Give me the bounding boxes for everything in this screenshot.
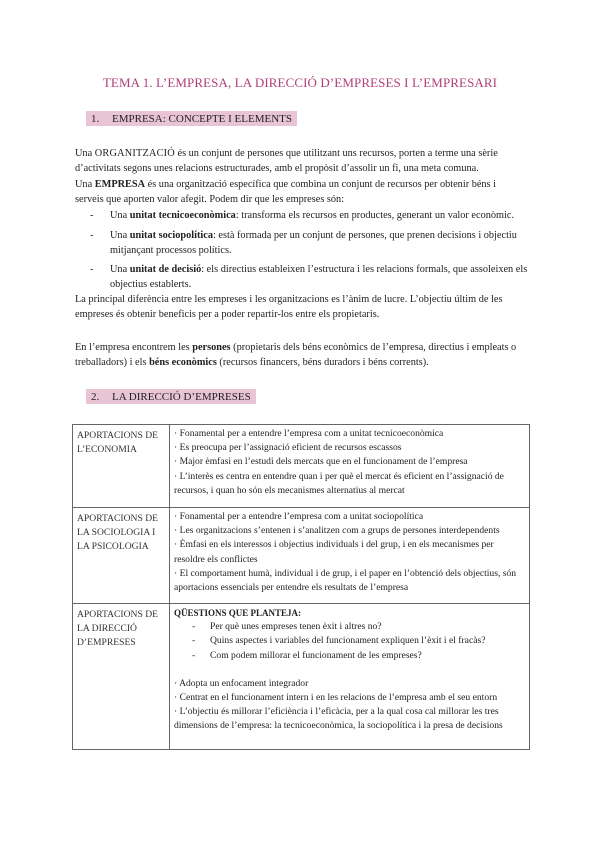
section-label: LA DIRECCIÓ D’EMPRESES bbox=[112, 391, 251, 403]
row-header: APORTACIONS DE LA DIRECCIÓ D’EMPRESES bbox=[73, 604, 170, 750]
question-dash: - bbox=[192, 649, 196, 661]
table-line: · Adopta un enfocament integrador bbox=[174, 677, 309, 689]
spacer bbox=[174, 663, 525, 677]
section-heading-1 bbox=[86, 111, 297, 126]
term-persones: persones bbox=[192, 342, 231, 353]
bullet-dash: - bbox=[90, 264, 94, 275]
list-item bbox=[90, 262, 530, 293]
list-item bbox=[90, 208, 530, 223]
table-line: · Fonamental per a entendre l’empresa com a unitat tecnicoeconòmica bbox=[174, 428, 444, 439]
text-fragment: Una bbox=[75, 148, 95, 159]
text-fragment: és una organització específica que combina un conjunt de recursos per obtenir béns i serveis que aporten valor afegit. Podem dir que les empreses són: bbox=[75, 178, 497, 205]
table-line: · Centrat en el funcionament intern i en les relacions de l’empresa amb el seu entorn bbox=[174, 692, 498, 704]
section-heading-2 bbox=[86, 389, 256, 404]
questions-label: QÜESTIONS QUE PLANTEJA: bbox=[174, 608, 302, 618]
table-line: · L’objectiu és millorar l’eficiència i l’eficàcia, per a la qual cosa cal millorar les tres dimensions de l’empresa: la tecnicoeconòmica, la sociopolítica i la presa de decisions bbox=[174, 706, 503, 732]
question-text: Com podem millorar el funcionament de les empreses? bbox=[210, 649, 422, 661]
question-text: Quins aspectes i variables del funcionament expliquen l’èxit i el fracàs? bbox=[210, 635, 486, 647]
row-header: APORTACIONS DE L’ECONOMIA bbox=[73, 425, 170, 508]
paragraph-elements bbox=[75, 340, 527, 371]
bullet-text: : transforma els recursos en productes, generant un valor econòmic. bbox=[235, 210, 515, 221]
question-item bbox=[174, 620, 525, 634]
paragraph-difference: La principal diferència entre les empreses i les organitzacions es l’ànim de lucre. L’objectiu últim de les empreses és obtenir beneficis per a poder repartir-los entre els propietaris. bbox=[75, 294, 503, 321]
section-number: 1. bbox=[91, 113, 100, 125]
table-line: · Major èmfasi en l’estudi dels mercats que en el funcionament de l’empresa bbox=[174, 456, 468, 468]
section-number: 2. bbox=[91, 391, 100, 403]
bullet-prefix: Una bbox=[110, 210, 130, 221]
text-fragment: (recursos financers, béns duradors i béns corrents). bbox=[216, 357, 429, 369]
table-line: · L’interès es centra en entendre quan i per què el mercat és eficient en l’assignació de recursos, i quan ho són els mecanismes alternatius al mercat bbox=[174, 470, 504, 496]
question-dash: - bbox=[192, 621, 196, 633]
list-item bbox=[90, 228, 530, 259]
table-row bbox=[73, 425, 530, 508]
table-line: · Es preocupa per l’assignació eficient de recursos escassos bbox=[174, 442, 402, 454]
term-empresa: EMPRESA bbox=[94, 178, 146, 190]
row-header: APORTACIONS DE LA SOCIOLOGIA I LA PSICOLOGIA bbox=[73, 508, 170, 604]
bullet-term: unitat tecnicoeconòmica bbox=[129, 210, 236, 221]
table-row bbox=[73, 604, 530, 750]
text-fragment: En l’empresa encontrem les bbox=[75, 342, 193, 353]
bullet-dash: - bbox=[90, 210, 94, 221]
section-label: EMPRESA: CONCEPTE I ELEMENTS bbox=[112, 113, 292, 125]
question-text: Per què unes empreses tenen èxit i altres no? bbox=[210, 621, 382, 633]
bullet-text: : està formada per un conjunt de persones, que prenen decisions i objectiu mitjançant processos polítics. bbox=[110, 230, 517, 257]
question-item bbox=[174, 649, 525, 663]
table-line: · Les organitzacions s’entenen i s’analitzen com a grups de persones interdependents bbox=[174, 525, 500, 537]
term-organitzacio: ORGANITZACIÓ bbox=[94, 148, 175, 159]
table-line: · Èmfasi en els interessos i objectius individuals i del grup, i en els mecanismes per resoldre els conflictes bbox=[174, 539, 494, 565]
question-dash: - bbox=[192, 635, 196, 647]
bullet-prefix: Una bbox=[110, 230, 130, 241]
row-content bbox=[170, 508, 530, 604]
contributions-table bbox=[72, 424, 530, 750]
bullet-text: : els directius estableixen l’estructura i les relacions formals, que assoleixen els objectius establerts. bbox=[110, 264, 528, 291]
bullet-term: unitat de decisió bbox=[129, 264, 202, 275]
row-content bbox=[170, 604, 530, 750]
question-item bbox=[174, 634, 525, 648]
term-bens-economics: béns econòmics bbox=[149, 357, 217, 369]
table-line: · Fonamental per a entendre l’empresa com a unitat sociopolítica bbox=[174, 511, 424, 522]
text-fragment: Una bbox=[75, 178, 95, 190]
paragraph-definitions bbox=[75, 146, 527, 207]
row-content bbox=[170, 425, 530, 508]
bullet-prefix: Una bbox=[110, 264, 130, 275]
table-row bbox=[73, 508, 530, 604]
bullet-dash: - bbox=[90, 230, 94, 241]
table-line: · El comportament humà, individual i de grup, i el paper en l’obtenció dels objectius, són aportacions essencials per entendre els resultats de l’empresa bbox=[174, 567, 517, 594]
text-fragment: és un conjunt de persones que utilitzant uns recursos, porten a terme una sèrie d’activitats segons unes relacions estructurades, amb el propòsit d’assolir un fi, una meta comuna. bbox=[75, 148, 498, 175]
bullet-term: unitat sociopolítica bbox=[129, 230, 213, 241]
text-fragment: (propietaris dels béns econòmics de l’empresa, directius i empleats o treballadors) i els bbox=[75, 342, 517, 369]
page-title: TEMA 1. L’EMPRESA, LA DIRECCIÓ D’EMPRESES I L’EMPRESARI bbox=[102, 75, 498, 90]
